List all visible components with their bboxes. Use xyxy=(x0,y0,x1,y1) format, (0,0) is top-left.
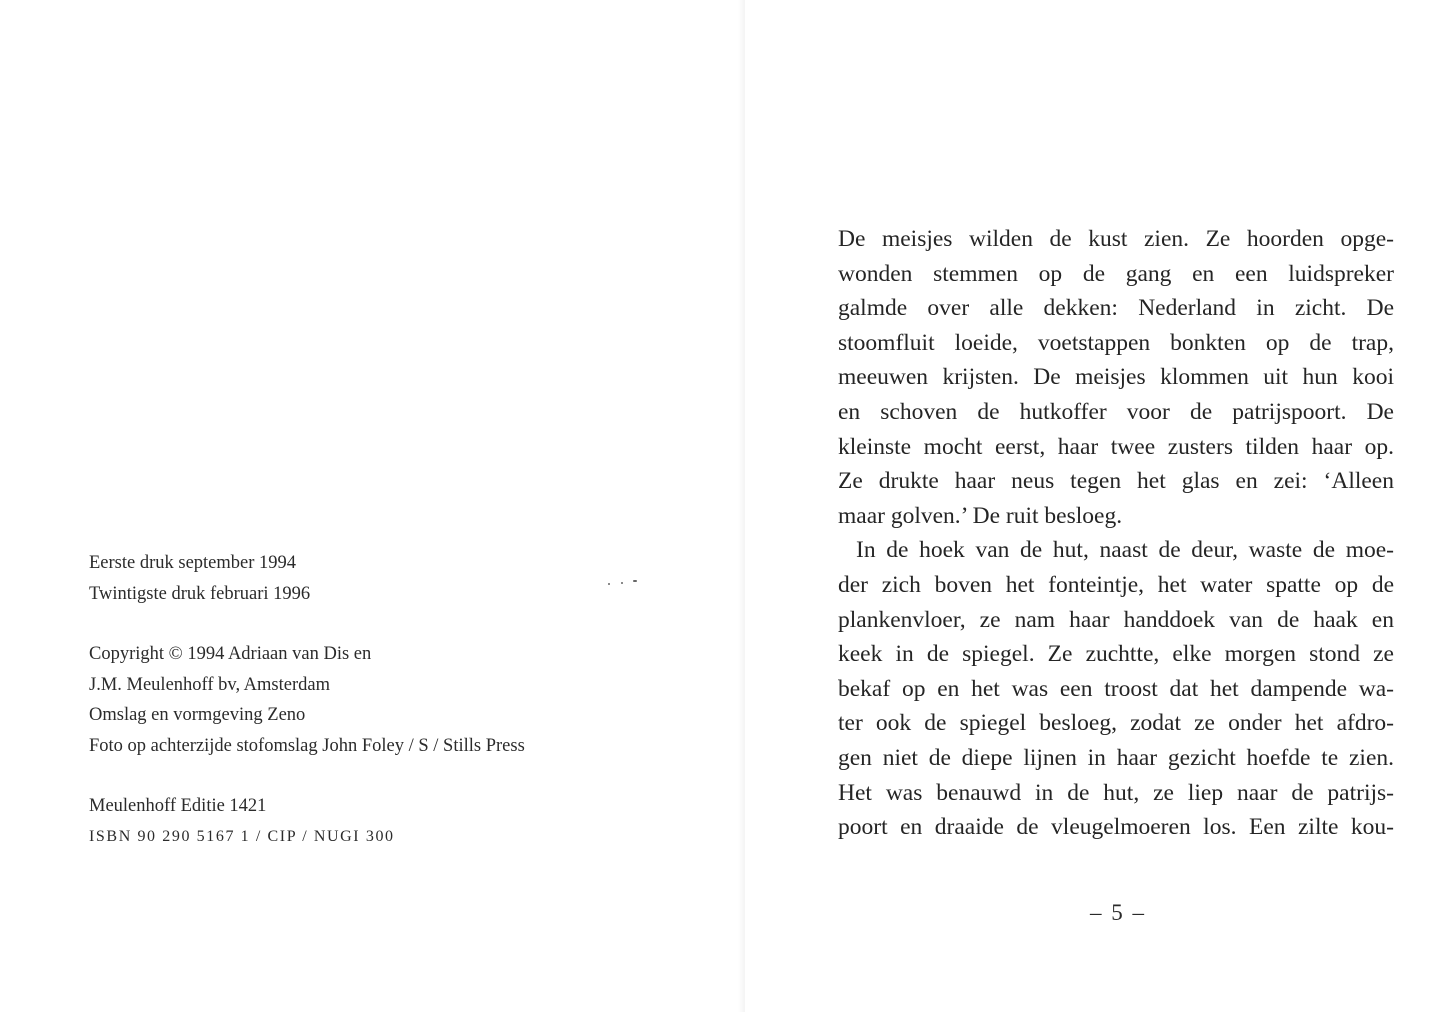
text-line: ter ook de spiegel besloeg, zodat ze onder het afdro- xyxy=(838,710,1394,737)
text-line: De meisjes wilden de kust zien. Ze hoorden opge- xyxy=(838,226,1394,252)
text-line: gen niet de diepe lijnen in haar gezicht hoefde te zien. xyxy=(838,744,1394,771)
series-number: Meulenhoff Editie 1421 xyxy=(89,796,267,816)
text-line-paragraph-end: maar golven.’ De ruit besloeg. xyxy=(838,502,1123,529)
text-line: Het was benauwd in de hut, ze liep naar de patrijs- xyxy=(838,779,1394,806)
text-line: poort en draaide de vleugelmoeren los. Een zilte kou- xyxy=(838,814,1394,841)
edition-first: Eerste druk september 1994 xyxy=(89,553,297,573)
photo-credit: Foto op achterzijde stofomslag John Foley / S / Stills Press xyxy=(89,735,525,756)
colophon-spacer xyxy=(89,609,649,639)
design-credit: Omslag en vormgeving Zeno xyxy=(89,705,306,725)
page-number: – 5 – xyxy=(1090,900,1146,925)
print-speck xyxy=(608,580,640,584)
text-line: Ze drukte haar neus tegen het glas en zei: ‘Alleen xyxy=(838,468,1394,495)
text-line: der zich boven het fonteintje, het water spatte op de xyxy=(838,571,1394,598)
text-line-paragraph-start: In de hoek van de hut, naast de deur, waste de moe- xyxy=(856,537,1394,564)
copyright-line-1: Copyright © 1994 Adriaan van Dis en xyxy=(89,644,372,664)
text-line: en schoven de hutkoffer voor de patrijspoort. De xyxy=(838,398,1394,425)
colophon xyxy=(89,548,649,852)
text-line: galmde over alle dekken: Nederland in zicht. De xyxy=(838,295,1394,322)
copyright-line-2: J.M. Meulenhoff bv, Amsterdam xyxy=(89,674,330,695)
text-line: kleinste mocht eerst, haar twee zusters tilden haar op. xyxy=(838,433,1394,460)
text-line: meeuwen krijsten. De meisjes klommen uit hun kooi xyxy=(838,364,1394,391)
text-line: stoomfluit loeide, voetstappen bonkten op de trap, xyxy=(838,329,1394,356)
colophon-spacer xyxy=(89,761,649,791)
text-line: wonden stemmen op de gang en een luidspreker xyxy=(838,260,1394,287)
text-line: plankenvloer, ze nam haar handdoek van de haak en xyxy=(838,606,1394,633)
story-text xyxy=(838,222,1394,845)
text-line: keek in de spiegel. Ze zuchtte, elke morgen stond ze xyxy=(838,641,1394,668)
edition-current: Twintigste druk februari 1996 xyxy=(89,583,311,604)
isbn-line: ISBN 90 290 5167 1 / CIP / NUGI 300 xyxy=(89,827,395,845)
text-line: bekaf op en het was een troost dat het dampende wa- xyxy=(838,675,1394,702)
